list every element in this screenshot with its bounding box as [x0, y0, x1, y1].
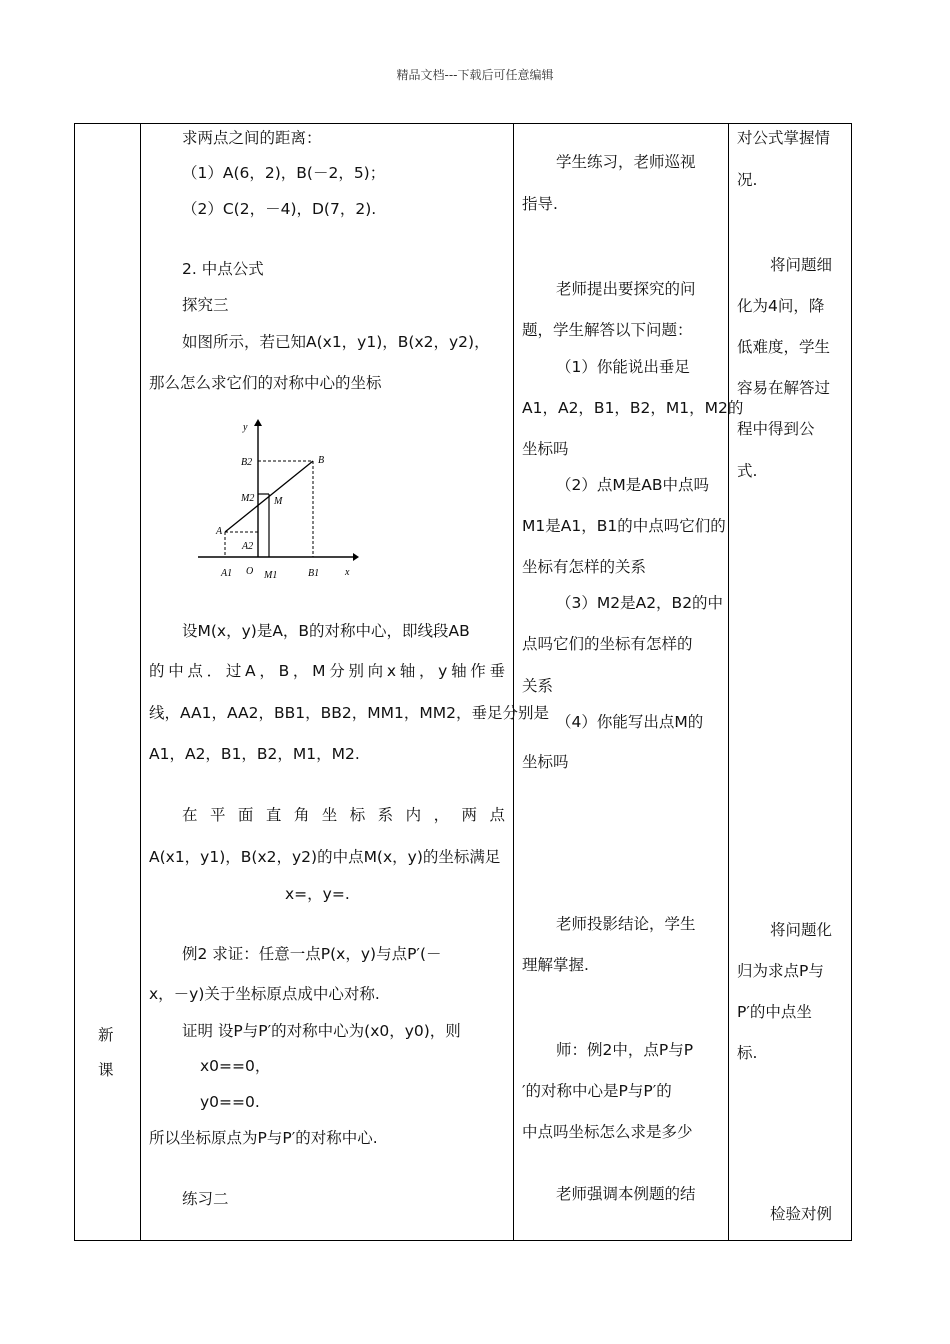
intent-line: 低难度，学生 — [737, 338, 831, 356]
column-divider-2 — [513, 124, 514, 1240]
label-a: A — [216, 526, 223, 537]
proof-line: x0==0， — [200, 1057, 271, 1075]
label-origin: O — [246, 566, 254, 577]
label-a2: A2 — [242, 541, 254, 552]
question-line: 坐标吗 — [522, 440, 569, 458]
activity-line: 老师投影结论，学生 — [556, 915, 696, 933]
intent-line: 将问题细 — [770, 256, 833, 274]
main-line: 的中点．过A，B，M分别向x轴，y轴作垂 — [149, 662, 505, 680]
section-label-line2: 课 — [98, 1061, 114, 1079]
main-line: A(x1，y1)，B(x2，y2)的中点M(x，y)的坐标满足 — [149, 848, 501, 866]
question-line: 点吗它们的坐标有怎样的 — [522, 635, 693, 653]
question-line: 坐标有怎样的关系 — [522, 558, 647, 576]
label-m: M — [274, 496, 283, 507]
column-divider-1 — [140, 124, 141, 1240]
lesson-table — [74, 123, 852, 1241]
question-line: 坐标吗 — [522, 753, 569, 771]
midpoint-diagram — [193, 418, 363, 586]
activity-line: 理解掌握. — [522, 956, 589, 974]
intent-line: 检验对例 — [770, 1205, 833, 1223]
activity-line: 指导. — [522, 195, 558, 213]
main-line: 那么怎么求它们的对称中心的坐标 — [149, 374, 382, 392]
activity-line: 老师提出要探究的问 — [556, 280, 696, 298]
intent-line: 对公式掌握情 — [737, 129, 831, 147]
intent-line: 况. — [737, 171, 758, 189]
label-b: B — [318, 455, 325, 466]
y-axis-arrow — [254, 419, 262, 426]
proof-line: y0==0. — [200, 1093, 260, 1111]
activity-line: ′的对称中心是P与P′的 — [522, 1082, 672, 1100]
intent-line: 容易在解答过 — [737, 379, 831, 397]
formula-line: x=，y=. — [285, 885, 350, 903]
intent-line: 将问题化 — [770, 921, 833, 939]
main-heading: 2. 中点公式 — [182, 260, 264, 278]
question-line: 关系 — [522, 677, 554, 695]
section-label-line1: 新 — [98, 1026, 114, 1044]
intent-line: 化为4问，降 — [737, 297, 825, 315]
main-line: A1，A2，B1，B2，M1，M2. — [149, 745, 360, 763]
activity-line: 中点吗坐标怎么求是多少 — [522, 1123, 693, 1141]
activity-line: 学生练习，老师巡视 — [556, 153, 696, 171]
intent-line: P′的中点坐 — [737, 1003, 812, 1021]
intent-line: 归为求点P与 — [737, 962, 824, 980]
activity-line: 题，学生解答以下问题： — [522, 321, 693, 339]
example-title: 例2 求证：任意一点P(x，y)与点P′(－ — [182, 945, 442, 963]
question-line: （4）你能写出点M的 — [556, 713, 704, 731]
main-line: （1）A(6，2)，B(－2，5)； — [182, 164, 386, 182]
main-line: 在平面直角坐标系内，两点 — [182, 806, 505, 824]
main-line: 线，AA1，AA2，BB1，BB2，MM1，MM2，垂足分别是 — [149, 704, 549, 722]
practice-heading: 练习二 — [182, 1190, 229, 1208]
intent-line: 程中得到公 — [737, 420, 815, 438]
main-line: 设M(x，y)是A，B的对称中心，即线段AB — [182, 622, 470, 640]
label-x: x — [345, 567, 350, 578]
page-header: 精品文档---下载后可任意编辑 — [396, 68, 554, 82]
intent-line: 标. — [737, 1044, 758, 1062]
question-line: M1是A1，B1的中点吗它们的 — [522, 517, 726, 535]
label-b2: B2 — [241, 457, 253, 468]
question-line: （1）你能说出垂足 — [556, 358, 690, 376]
activity-line: 老师强调本例题的结 — [556, 1185, 696, 1203]
label-m1: M1 — [264, 570, 278, 581]
main-line: 如图所示，若已知A(x1，y1)，B(x2，y2)， — [182, 333, 490, 351]
main-line: x，－y)关于坐标原点成中心对称. — [149, 985, 380, 1003]
label-m2: M2 — [241, 493, 255, 504]
main-line: 求两点之间的距离： — [182, 129, 322, 147]
label-a1: A1 — [221, 568, 233, 579]
activity-line: 师：例2中，点P与P — [556, 1041, 694, 1059]
x-axis-arrow — [353, 553, 359, 561]
main-line: （2）C(2，－4)，D(7，2). — [182, 200, 377, 218]
proof-line: 所以坐标原点为P与P′的对称中心. — [149, 1129, 378, 1147]
question-line: （3）M2是A2，B2的中 — [556, 594, 724, 612]
label-y: y — [243, 422, 248, 433]
label-b1: B1 — [308, 568, 320, 579]
question-line: （2）点M是AB中点吗 — [556, 476, 709, 494]
proof-line: 证明 设P与P′的对称中心为(x0，y0)，则 — [182, 1022, 461, 1040]
main-subheading: 探究三 — [182, 296, 229, 314]
intent-line: 式. — [737, 462, 758, 480]
column-divider-3 — [728, 124, 729, 1240]
question-line: A1，A2，B1，B2，M1，M2的 — [522, 399, 744, 417]
